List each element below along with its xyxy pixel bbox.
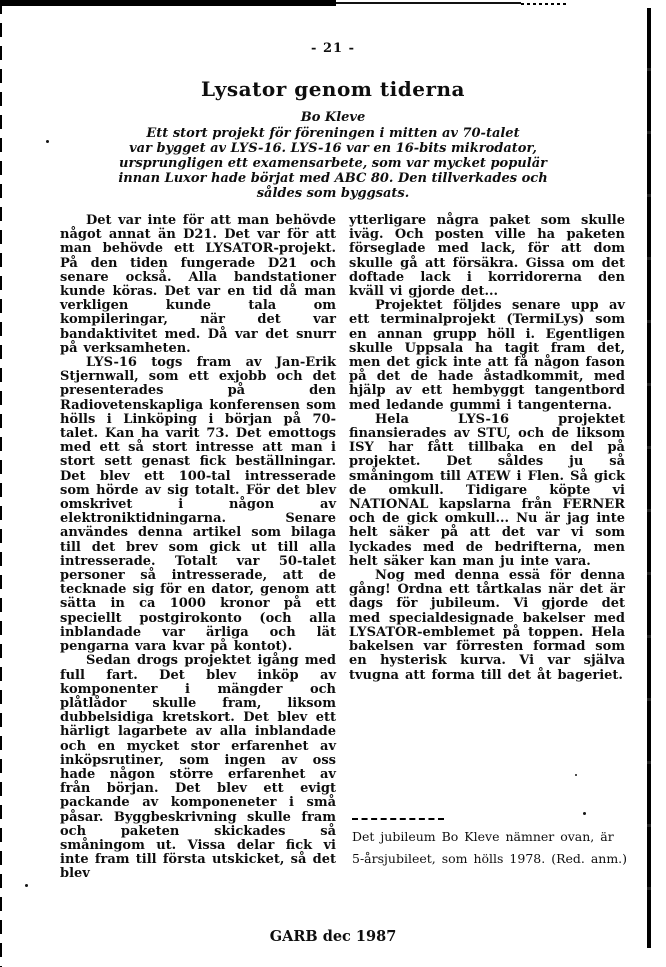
paragraph: ytterligare några paket som skulle iväg. Och posten ville ha paketen förseglade med lack, för att dom skulle gå att försäkra. Gissa om det doftade lack i korridorerna den kväll vi gjorde det...	[349, 213, 625, 300]
footnote-text: Det jubileum Bo Kleve nämner ovan, är 5-årsjubileet, som hölls 1978. (Red. anm.)	[352, 829, 628, 866]
article-title: Lysator genom tiderna	[200, 77, 466, 101]
page-number: - 21 -	[311, 41, 355, 56]
lede-line: var bygget av LYS-16. LYS-16 var en 16-bits mikrodator,	[129, 141, 537, 156]
paragraph: Nog med denna essä för denna gång! Ordna ett tårtkalas när det är dags för jubileum. Vi gjorde det med specialdesignade bakelser med LYSATOR-emblemet på toppen. Hela bakelsen var förresten formad som en hysterisk kurva. Vi var själva tvugna att forma till det åt bageriet.	[349, 568, 625, 683]
paragraph: Projektet följdes senare upp av ett terminalprojekt (TermiLys) som en annan grupp höll i. Egentligen skulle Uppsala ha tagit fram det, men det gick inte att få någon fason på det de hade åstadkommit, med hjälp av ett hembyggt tangentbord med ledande gummi i tangenterna.	[349, 298, 625, 413]
scan-top-edge-artifact	[0, 0, 336, 6]
scan-top-edge-artifact-thin	[336, 2, 521, 4]
paragraph: LYS-16 togs fram av Jan-Erik Stjernwall, som ett exjobb och det presenterades på den Radiovetenskapliga konferensen som hölls i Linköping i början på 70-talet. Kan ha varit 73. Det emottogs med ett så stort intresse att man i stort sett genast fick beställningar. Det blev ett 100-tal intresserade som hörde av sig totalt. För det blev omskrivet i någon av elektroniktidningarna. Senare användes denna artikel som bilaga till det brev som gick ut till alla intresserade. Totalt var 50-talet personer så intresserade, att de tecknade sig för en dator, genom att sätta in ca 1000 kronor på ett speciellt postgirokonto (och alla inblandade var ärliga och lät pengarna vara kvar på kontot).	[60, 355, 336, 655]
scan-speck	[575, 774, 577, 776]
scan-left-edge-artifact	[0, 0, 2, 967]
paragraph: Hela LYS-16 projektet finansierades av STU, och de liksom ISY har fått tillbaka en del på projektet. Det såldes ju så småningom till ATEW i Flen. Så gick de omkull. Tidigare köpte vi NATIONAL kapslarna från FERNER och de gick omkull... Nu är jag inte helt säker på att det var vi som lyckades med de bedrifterna, men helt säker kan man ju inte vara.	[349, 411, 625, 569]
scan-speck	[583, 812, 586, 815]
lede-line: innan Luxor hade börjat med ABC 80. Den tillverkades och	[118, 171, 548, 186]
page-footer: GARB dec 1987	[269, 928, 397, 945]
footnote-rule	[352, 818, 444, 820]
right-column	[349, 214, 625, 882]
lede-line: såldes som byggsats.	[256, 186, 410, 201]
footnote	[352, 818, 628, 870]
scan-right-edge-artifact	[647, 8, 651, 948]
paragraph: Det var inte för att man behövde något annat än D21. Det var för att man behövde ett LYSATOR-projekt. På den tiden fungerade D21 och senare också. Alla bandstationer kunde köras. Det var en tid då man verkligen kunde tala om kompileringar, när det var bandaktivitet med. Då var det snurr på verksamheten.	[60, 213, 336, 356]
scan-top-edge-dots	[521, 3, 567, 5]
article-body	[0, 201, 666, 882]
left-column	[60, 214, 336, 882]
article-byline: Bo Kleve	[300, 110, 366, 125]
article-lede	[0, 125, 666, 201]
paragraph: Sedan drogs projektet igång med full fart. Det blev inköp av komponenter i mängder och plåtlådor skulle fram, liksom dubbelsidiga kretskort. Det blev ett härligt lagarbete av alla inblandade och en mycket stor erfarenhet av inköpsrutiner, som ingen av oss hade någon större erfarenhet av från början. Det blev ett evigt packande av komponeneter i små påsar. Byggbeskrivning skulle fram och paketen skickades så småningom ut. Vissa delar fick vi inte fram till första utskicket, så det blev	[60, 653, 336, 882]
scan-speck	[46, 140, 49, 143]
scan-speck	[25, 884, 28, 887]
lede-line: Ett stort projekt för föreningen i mitten av 70-talet	[146, 126, 520, 141]
lede-line: ursprungligen ett examensarbete, som var mycket populär	[119, 156, 547, 171]
